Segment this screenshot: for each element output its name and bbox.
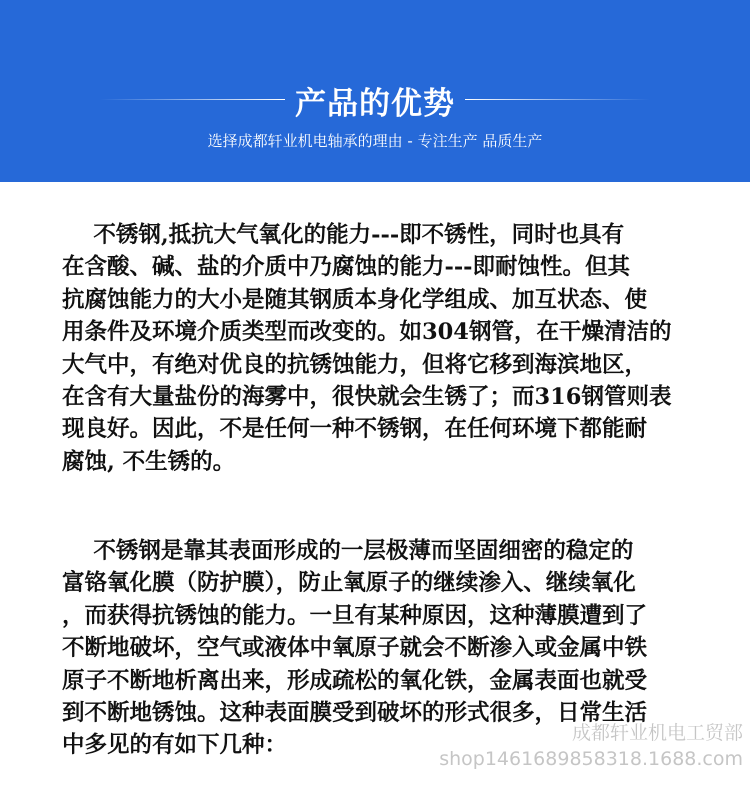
- paragraph-line: 不断地破坏，空气或液体中氧原子就会不断渗入或金属中铁: [62, 635, 648, 662]
- paragraph-line: 在含有大量盐份的海雾中，很快就会生锈了；而316钢管则表: [62, 383, 672, 410]
- watermark-shop-name: 成都轩业机电工贸部: [571, 722, 743, 744]
- watermark-shop-url: shop1461689858318.1688.com: [439, 748, 743, 770]
- shop-watermark: [353, 720, 743, 772]
- header-banner: [0, 0, 750, 182]
- paragraph-line: 原子不断地析离出来，形成疏松的氧化铁，金属表面也就受: [62, 667, 648, 694]
- paragraph-line: 大气中，有绝对优良的抗锈蚀能力，但将它移到海滨地区，: [62, 351, 648, 378]
- paragraph-line: 不锈钢,抵抗大气氧化的能力---即不锈性，同时也具有: [62, 222, 625, 248]
- paragraph-oxidation-resistance: [62, 219, 702, 478]
- paragraph-line: 在含酸、碱、盐的介质中乃腐蚀的能力---即耐蚀性。但其: [62, 254, 631, 281]
- paragraph-line: 抗腐蚀能力的大小是随其钢质本身化学组成、加互状态、使: [62, 286, 648, 313]
- paragraph-line: ，而获得抗锈蚀的能力。一旦有某种原因，这种薄膜遭到了: [62, 602, 648, 629]
- paragraph-line: 中多见的有如下几种：: [62, 732, 288, 759]
- paragraph-line: 富铬氧化膜（防护膜），防止氧原子的继续渗入、继续氧化: [62, 570, 636, 597]
- paragraph-line: 用条件及环境介质类型而改变的。如304钢管，在干燥清洁的: [62, 319, 672, 346]
- paragraph-line: 到不断地锈蚀。这种表面膜受到破坏的形式很多，日常生活: [62, 699, 648, 726]
- paragraph-line: 不锈钢是靠其表面形成的一层极薄而坚固细密的稳定的: [62, 538, 634, 564]
- banner-subtitle: 选择成都轩业机电轴承的理由 - 专注生产 品质生产: [207, 132, 543, 150]
- paragraph-line: 现良好。因此，不是任何一种不锈钢，在任何环境下都能耐: [62, 416, 648, 443]
- paragraph-line: 腐蚀, 不生锈的。: [62, 448, 236, 475]
- banner-title: 产品的优势: [295, 86, 455, 122]
